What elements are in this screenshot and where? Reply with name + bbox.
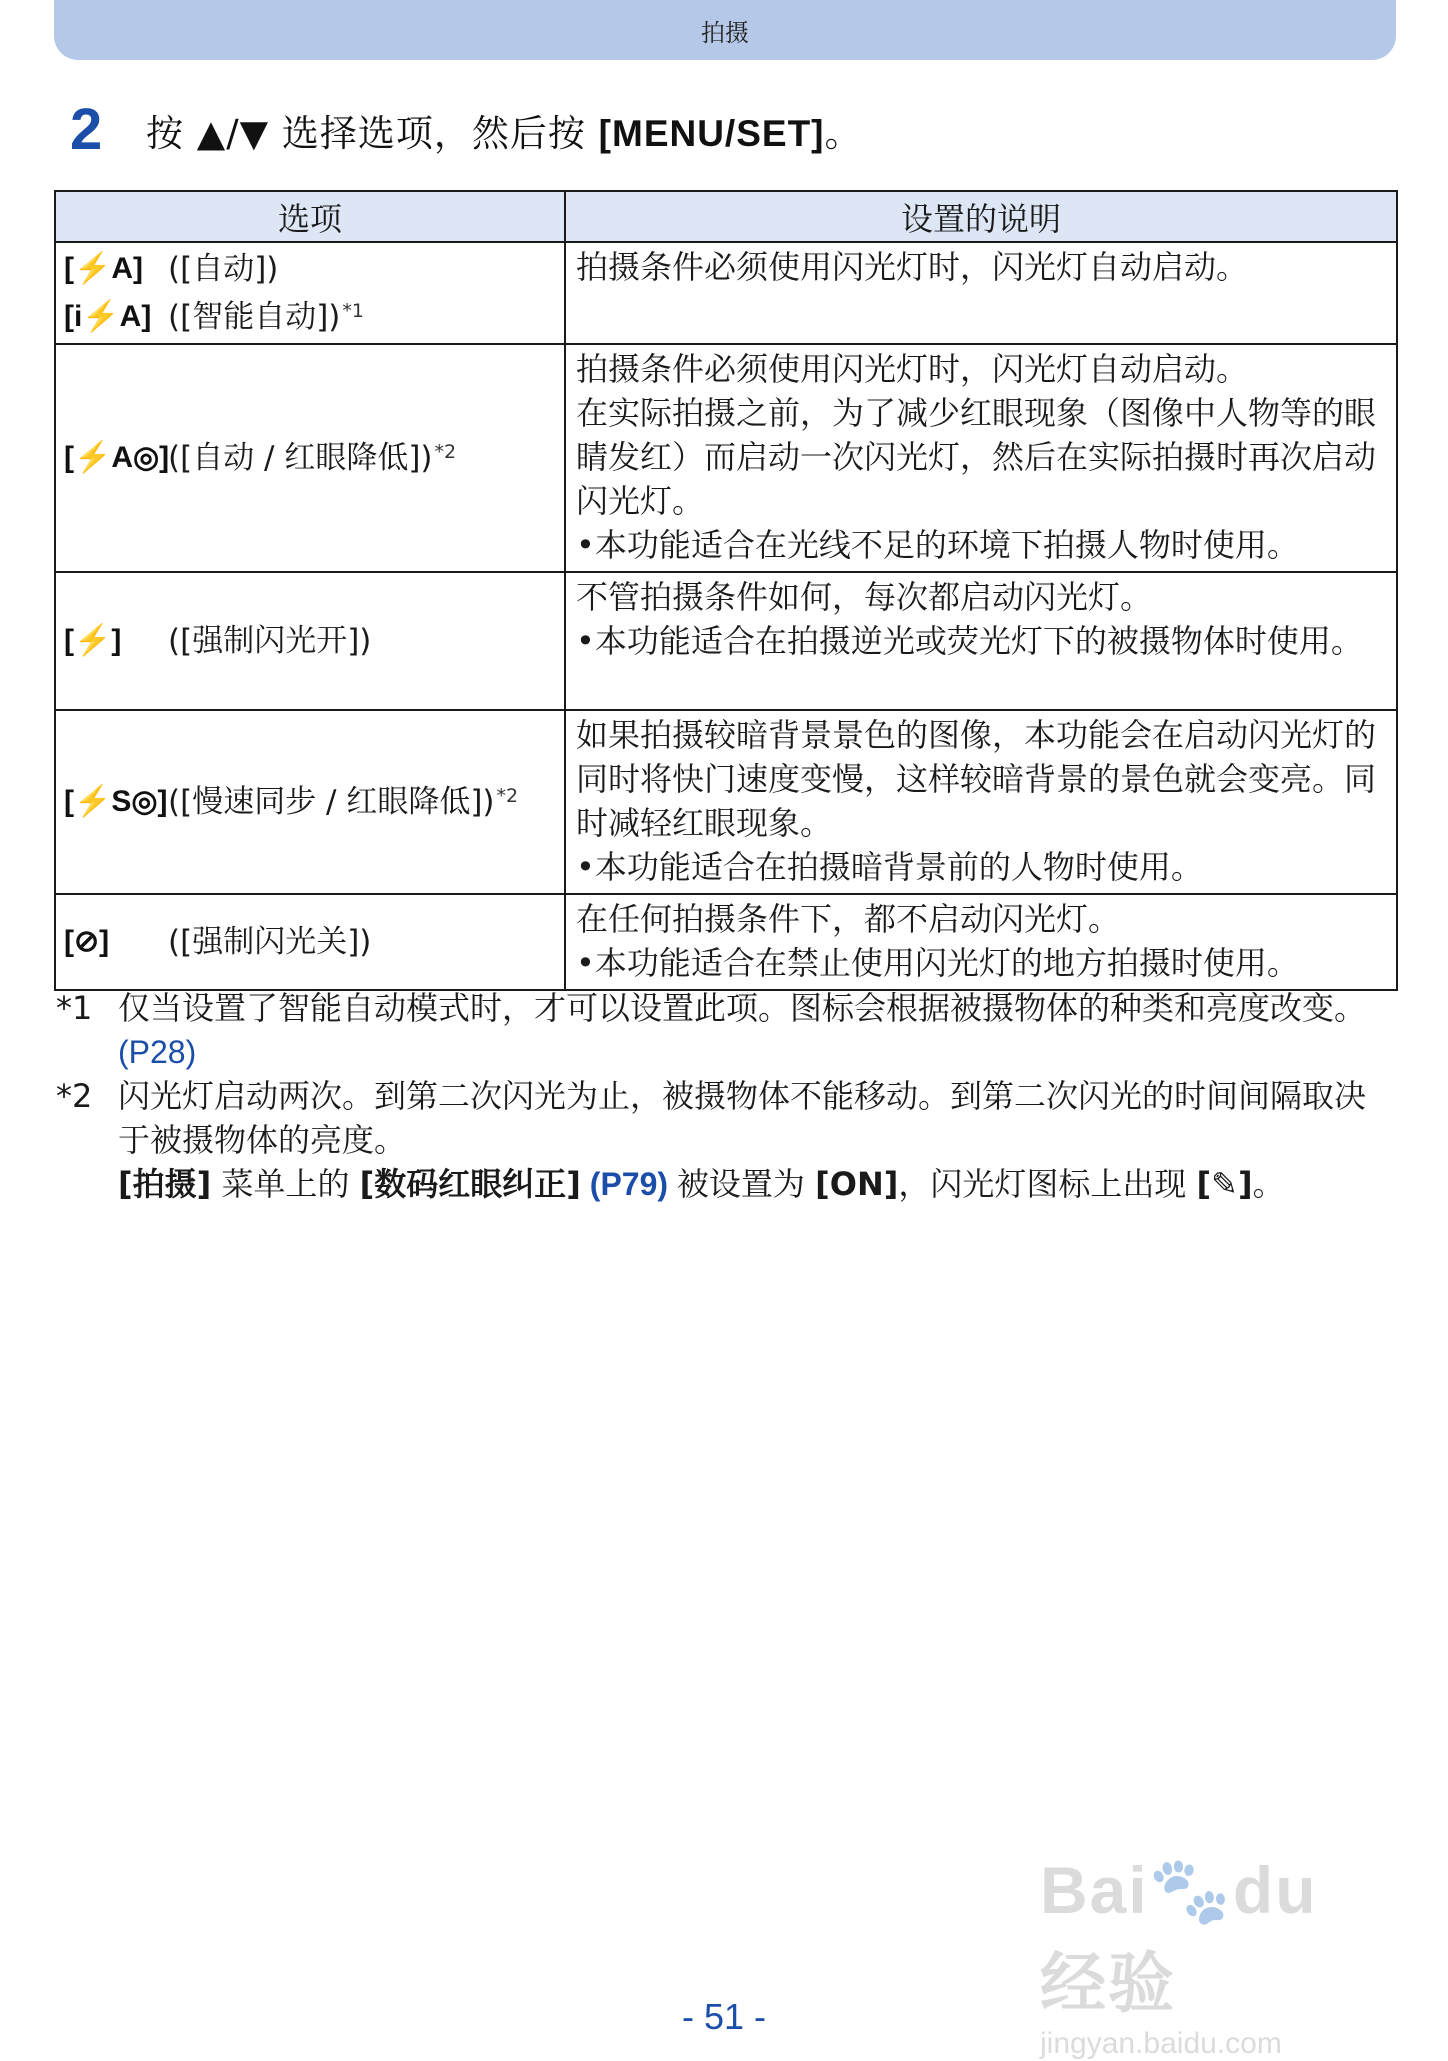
option-label: ([慢速同步 / 红眼降低]) (168, 784, 495, 820)
option-forced-off (64, 918, 560, 966)
footnote-1 (56, 986, 1396, 1074)
description-text: 拍摄条件必须使用闪光灯时，闪光灯自动启动。 (576, 248, 1249, 286)
section-header (54, 0, 1396, 60)
header-option: 选项 (55, 191, 565, 242)
flash-options-table (54, 190, 1398, 991)
option-cell (55, 710, 565, 894)
flash-slow-sync-red-eye-icon: [⚡S◎] (64, 785, 168, 818)
step-prefix: 按 ▲/▼ 选择选项，然后按 (146, 111, 599, 155)
table-row (55, 894, 1397, 990)
menu-set-key: [MENU/SET] (598, 112, 825, 154)
table-row (55, 572, 1397, 710)
footnote-ref: *2 (496, 785, 519, 807)
option-label: ([自动]) (168, 251, 279, 287)
footnote-mark: *2 (56, 1077, 93, 1115)
table-row (55, 344, 1397, 572)
footnote-line2 (118, 1162, 1396, 1206)
header-description: 设置的说明 (565, 191, 1397, 242)
footnote-body: 闪光灯启动两次。到第二次闪光为止，被摄物体不能移动。到第二次闪光的时间间隔取决于被摄物体的亮度。 (118, 1077, 1367, 1159)
option-label: ([智能自动]) (168, 299, 341, 335)
footnote-ref: *1 (342, 300, 364, 322)
description-text: 如果拍摄较暗背景景色的图像，本功能会在启动闪光灯的同时将快门速度变慢，这样较暗背景的景色就会变亮。同时减轻红眼现象。 (576, 716, 1377, 842)
step-suffix: 。 (824, 111, 863, 155)
description-text: 在任何拍摄条件下，都不启动闪光灯。 (576, 900, 1121, 938)
description-text: 拍摄条件必须使用闪光灯时，闪光灯自动启动。 (576, 350, 1249, 388)
flash-forced-on-icon: [⚡] (64, 624, 122, 657)
option-cell (55, 572, 565, 710)
text-fragment: 。 (1252, 1165, 1285, 1203)
footnote-text (118, 986, 1396, 1074)
option-label: ([强制闪光开]) (168, 623, 372, 659)
text-fragment: 菜单上的 (211, 1165, 360, 1203)
description-cell (565, 710, 1397, 894)
table-row (55, 242, 1397, 344)
section-title: 拍摄 (701, 18, 749, 47)
pencil-icon: [✎] (1196, 1165, 1253, 1203)
menu-item: [数码红眼纠正] (359, 1165, 581, 1203)
option-intelligent-auto (64, 293, 560, 341)
footnote-text (118, 1074, 1396, 1206)
menu-name: [拍摄] (118, 1165, 212, 1203)
text-fragment: 被设置为 (676, 1165, 816, 1203)
flash-off-icon: [⊘] (64, 925, 110, 958)
page-link-p28[interactable]: (P28) (118, 1034, 197, 1070)
description-cell (565, 894, 1397, 990)
option-label: ([自动 / 红眼降低]) (168, 440, 433, 476)
description-cell (565, 242, 1397, 344)
description-bullet: •本功能适合在禁止使用闪光灯的地方拍摄时使用。 (576, 944, 1299, 982)
description-cell (565, 572, 1397, 710)
option-label: ([强制闪光关]) (168, 924, 372, 960)
watermark-logo: Bai🐾du经验 (1040, 1853, 1318, 2020)
footnote-body: 仅当设置了智能自动模式时，才可以设置此项。图标会根据被摄物体的种类和亮度改变。 (118, 989, 1367, 1027)
baidu-watermark (1040, 1852, 1360, 2060)
option-auto (64, 245, 560, 293)
footnote-2 (56, 1074, 1396, 1206)
flash-auto-icon: [⚡A] (64, 252, 143, 285)
on-value: [ON] (815, 1165, 899, 1203)
step-number: 2 (70, 97, 103, 162)
flash-auto-red-eye-icon: [⚡A◎] (64, 441, 170, 474)
description-bullet: •本功能适合在拍摄暗背景前的人物时使用。 (576, 848, 1203, 886)
footnote-mark: *1 (56, 989, 93, 1027)
description-cell (565, 344, 1397, 572)
option-forced-on (64, 617, 560, 665)
option-slow-sync-red-eye (64, 778, 560, 826)
description-bullet: •本功能适合在光线不足的环境下拍摄人物时使用。 (576, 526, 1299, 564)
watermark-url: jingyan.baidu.com (1040, 2027, 1282, 2060)
page-link-p79[interactable]: (P79) (580, 1166, 677, 1202)
option-auto-red-eye (64, 434, 560, 482)
option-cell (55, 242, 565, 344)
description-text: 不管拍摄条件如何，每次都启动闪光灯。 (576, 578, 1153, 616)
footnote-ref: *2 (434, 441, 457, 463)
flash-intelligent-auto-icon: [i⚡A] (64, 300, 152, 333)
step-instruction (70, 96, 863, 163)
page-number: - 51 - (681, 1996, 767, 2037)
option-cell (55, 894, 565, 990)
table-header-row (55, 191, 1397, 242)
description-bullet: •本功能适合在拍摄逆光或荧光灯下的被摄物体时使用。 (576, 622, 1363, 660)
option-cell (55, 344, 565, 572)
footnotes (56, 986, 1396, 1206)
text-fragment: ，闪光灯图标上出现 (898, 1165, 1197, 1203)
step-text (146, 103, 863, 157)
table-row (55, 710, 1397, 894)
description-text: 在实际拍摄之前，为了减少红眼现象（图像中人物等的眼睛发红）而启动一次闪光灯，然后在实际拍摄时再次启动闪光灯。 (576, 394, 1377, 520)
